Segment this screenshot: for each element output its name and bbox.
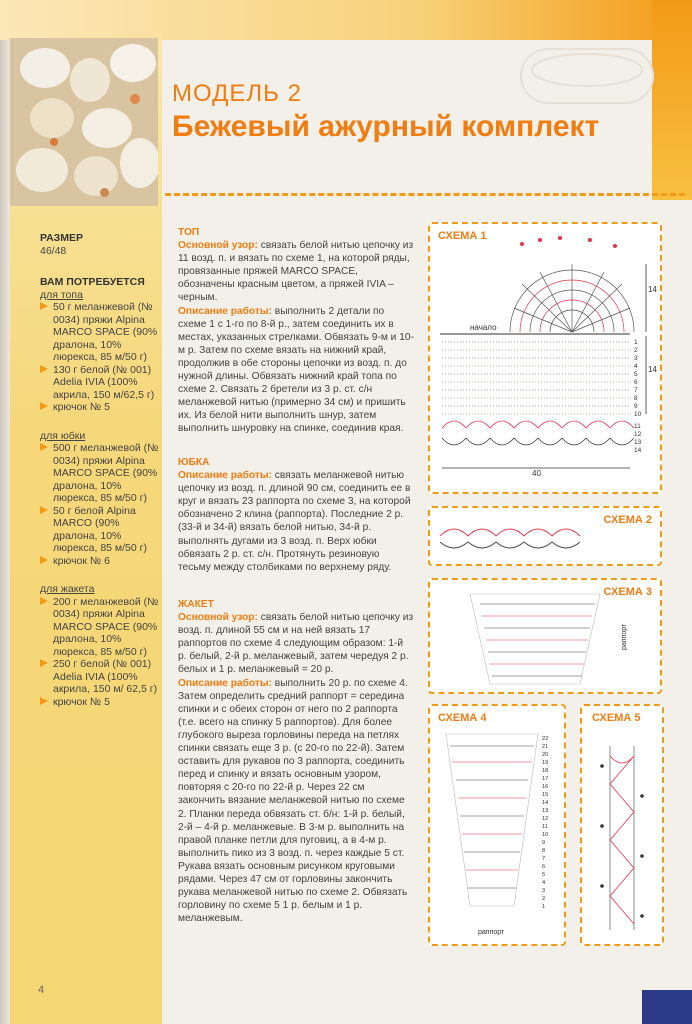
jacket-heading: ЖАКЕТ (178, 599, 214, 610)
material-item: 250 г белой (№ 001) Adelia IVIA (100% акрила, 150 м/ 62,5 г) (40, 658, 160, 696)
scheme-5-panel (580, 704, 664, 946)
scheme-2-diagram (430, 508, 660, 564)
page-title: Бежевый ажурный комплект (172, 110, 600, 143)
svg-text:9: 9 (634, 403, 638, 410)
scheme-4-label: СХЕМА 4 (438, 712, 487, 724)
svg-text:10: 10 (542, 832, 549, 838)
svg-text:12: 12 (542, 816, 549, 822)
scheme-4-row-numbers (542, 736, 548, 910)
scheme-1-start-label: начало (470, 323, 497, 332)
svg-text:14: 14 (634, 447, 642, 454)
model-label: МОДЕЛЬ 2 (172, 80, 302, 107)
scheme-1-rows-grid (442, 342, 630, 414)
svg-text:22: 22 (542, 736, 549, 742)
material-item: крючок № 5 (40, 696, 160, 709)
materials-heading: ВАМ ПОТРЕБУЕТСЯ (40, 276, 145, 288)
top-heading: ТОП (178, 227, 200, 238)
corner-tab-blue (642, 990, 692, 1024)
arrow-bullet-icon (40, 597, 48, 605)
scheme-3-label: СХЕМА 3 (603, 586, 652, 598)
material-item: 50 г меланжевой (№ 0034) пряжи Alpina MARCO SPACE (90% дралона, 10% люрекса, 85 м/50 г) (40, 301, 160, 364)
svg-text:7: 7 (634, 387, 638, 394)
yarn-photo (10, 38, 158, 206)
scheme-1-height-b: 14 (648, 365, 657, 374)
svg-text:9: 9 (542, 840, 546, 846)
svg-text:4: 4 (634, 363, 638, 370)
title-divider (165, 193, 685, 196)
top-section (178, 226, 414, 436)
skirt-heading: ЮБКА (178, 457, 210, 468)
group-title-jacket: для жакета (40, 583, 95, 595)
page-edge (0, 0, 10, 1024)
scheme-5-label: СХЕМА 5 (592, 712, 641, 724)
scheme-3-panel (428, 578, 662, 694)
arrow-bullet-icon (40, 443, 48, 451)
scheme-1-height-a: 14 (648, 285, 657, 294)
skirt-section (178, 456, 414, 574)
title-area (172, 80, 672, 170)
arrow-bullet-icon (40, 697, 48, 705)
svg-text:6: 6 (634, 379, 638, 386)
scheme-1-label: СХЕМА 1 (438, 230, 487, 242)
scheme-1-diagram (430, 224, 660, 492)
scheme-2-label: СХЕМА 2 (603, 514, 652, 526)
material-item: 500 г меланжевой (№ 0034) пряжи Alpina MARCO SPACE (90% дралона, 10% люрекса, 85 м/50 г) (40, 442, 160, 505)
scheme-2-panel (428, 506, 662, 566)
svg-text:8: 8 (542, 848, 546, 854)
group-title-top: для топа (40, 288, 83, 301)
svg-text:12: 12 (634, 431, 642, 438)
jacket-pattern: Основной узор: связать белой нитью цепочку из возд. п. длиной 55 см и на ней вязать 17 раппортов по схеме 4 следующим образом: 1-й р. белый, 2-й р. меланжевый, затем чередуя 2 р. белых и 1 р. меланжевый = 20 р. (178, 612, 414, 676)
scheme-4-rapport: раппорт (478, 929, 505, 936)
material-item: 130 г белой (№ 001) Adelia IVIA (100% акрила, 150 м/62,5 г) (40, 364, 160, 402)
svg-text:21: 21 (542, 744, 549, 750)
jacket-description: Описание работы: выполнить 20 р. по схеме 4. Затем определить средний раппорт = середина спинки и с обеих сторон от него по 2 раппорта (т.е. всего на спинку 5 раппортов). Для более глубокого выреза горловины переда на петлях спинки связать еще 3 р. (с 20-го по 22-й). Затем оставить для рукавов по 3 раппорта, соединить перед и спинку и вязать основным узором, повторяя с 20-го по 22-й р. Через 22 см закончить вязание меланжевой нитью по схеме 2. Планки переда обвязать ст. б/н: 1-й р. белый, 2-й – 4-й р. меланжевые. В 3-м р. выполнить на правой планке петли для пуговиц, а в 4-м р. выполнить пико из 3 возд. п. через каждые 5 ст. Рукава вязать основным рисунком круговыми рядами. Через 47 см от горловины закончить рукава меланжевой нитью по схеме 2. Обвязать горловину по схеме 5 1 р. белым и 1 р. меланжевым. (178, 677, 408, 925)
top-pattern: Основной узор: связать белой нитью цепочку из 11 возд. п. и вязать по схеме 1, на которой ряды, провязанные пряжей MARCO SPACE, обозначены красным цветом, а пряжей IVIA – черным. (178, 240, 414, 304)
arrow-bullet-icon (40, 659, 48, 667)
svg-text:6: 6 (542, 864, 546, 870)
svg-text:13: 13 (634, 439, 642, 446)
scheme-1-row-numbers (634, 339, 642, 454)
svg-text:13: 13 (542, 808, 549, 814)
arrow-bullet-icon (40, 302, 48, 310)
skirt-description: Описание работы: связать меланжевой нитью цепочку из возд. п. длиной 90 см, соединить ее в круг и вязать 23 раппорта по схеме 3, на которой обозначено 2 клина (раппорта). Последние 2 р. (33-й и 34-й) вязать белой нитью, 34-й р. выполнять дугами из 3 возд. п. Верх юбки обвязать 2 р. ст. с/н. Протянуть резиновую тесьму между столбиками по верхнему ряду. (178, 470, 411, 573)
scheme-4-diagram (430, 706, 564, 944)
material-item: 200 г меланжевой (№ 0034) пряжи Alpina MARCO SPACE (90% дралона, 10% люрекса, 85 м/50 г) (40, 596, 160, 659)
size-value: 46/48 (40, 244, 67, 257)
arrow-bullet-icon (40, 365, 48, 373)
svg-text:11: 11 (542, 824, 548, 830)
svg-text:2: 2 (542, 896, 546, 902)
scheme-1-panel (428, 222, 662, 494)
svg-text:17: 17 (542, 776, 549, 782)
size-block (40, 232, 160, 257)
svg-text:1: 1 (634, 339, 638, 346)
arrow-bullet-icon (40, 556, 48, 564)
svg-text:8: 8 (634, 395, 638, 402)
svg-text:10: 10 (634, 411, 642, 418)
svg-text:2: 2 (634, 347, 638, 354)
arrow-bullet-icon (40, 402, 48, 410)
arrow-bullet-icon (40, 506, 48, 514)
svg-text:16: 16 (542, 784, 549, 790)
scheme-1-width: 40 (532, 469, 541, 478)
svg-text:7: 7 (542, 856, 546, 862)
material-item: крючок № 5 (40, 401, 160, 414)
svg-text:14: 14 (542, 800, 549, 806)
svg-text:11: 11 (634, 423, 641, 430)
top-color-band (0, 0, 692, 40)
page-number: 4 (38, 984, 45, 996)
top-description: Описание работы: выполнить 2 детали по схеме 1 с 1-го по 8-й р., затем соединить их в местах, указанных стрелками. Обвязать 9-м и 10-м р. Затем по схеме вязать на нижний край, продолжив в обе стороны цепочки из возд. п. до нужной длины. Обвязать нижний край топа по схеме 2. Связать 2 бретели из 3 р. ст. с/н меланжевой нитью (примерно 34 см) и пришить их. Из белой нити выполнить шнур, затем выполнить шнуровку на спинке, соединив края. (178, 305, 414, 435)
materials-block (40, 276, 160, 708)
svg-text:20: 20 (542, 752, 549, 758)
material-item: 50 г белой Alpina MARCO (90% дралона, 10% люрекса, 85 м/50 г) (40, 505, 160, 555)
size-heading: РАЗМЕР (40, 232, 83, 244)
svg-text:15: 15 (542, 792, 549, 798)
svg-text:19: 19 (542, 760, 549, 766)
svg-text:5: 5 (634, 371, 638, 378)
svg-text:5: 5 (542, 872, 546, 878)
jacket-section (178, 598, 414, 925)
scheme-3-rapport: раппорт (621, 623, 628, 650)
svg-text:3: 3 (542, 888, 546, 894)
svg-text:3: 3 (634, 355, 638, 362)
group-title-skirt: для юбки (40, 429, 86, 442)
scheme-5-diagram (582, 706, 662, 944)
svg-text:4: 4 (542, 880, 546, 886)
scheme-3-diagram (430, 580, 660, 692)
svg-text:1: 1 (542, 904, 546, 910)
svg-text:18: 18 (542, 768, 549, 774)
material-item: крючок № 6 (40, 555, 160, 568)
scheme-4-panel (428, 704, 566, 946)
